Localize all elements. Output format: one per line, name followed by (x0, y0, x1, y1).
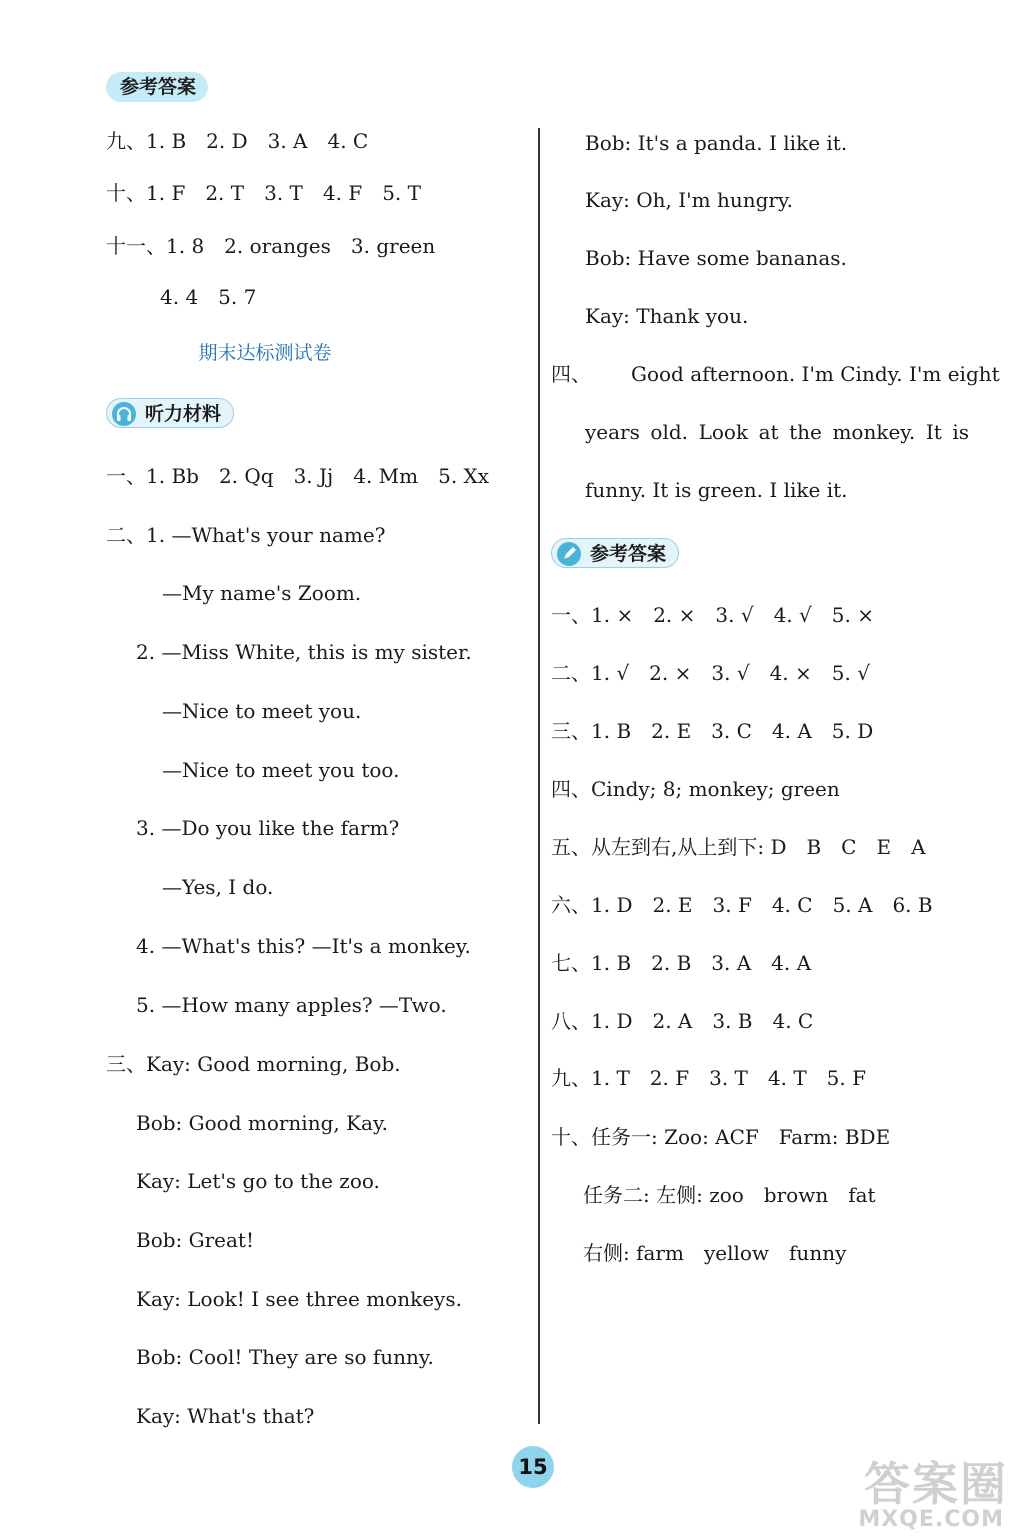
listening-line: Kay: What's that? (136, 1404, 315, 1428)
headphones-icon (112, 402, 136, 426)
dialog-line: Bob: It's a panda. I like it. (585, 131, 848, 155)
answer-line: 四、Cindy; 8; monkey; green (551, 777, 840, 801)
listening-line: 一、1. Bb 2. Qq 3. Jj 4. Mm 5. Xx (106, 464, 490, 488)
listening-line: —Nice to meet you. (162, 699, 362, 723)
listening-line: 5. —How many apples? —Two. (136, 993, 447, 1017)
answer-line: 4. 4 5. 7 (160, 285, 257, 309)
watermark-url: MXQE.COM (858, 1507, 1004, 1532)
watermark (828, 1448, 1008, 1532)
listening-line: 3. —Do you like the farm? (136, 816, 400, 840)
listening-badge: 听力材料 (106, 398, 234, 428)
answer-line: 三、1. B 2. E 3. C 4. A 5. D (551, 719, 874, 743)
answer-line: 右侧: farm yellow funny (583, 1241, 847, 1265)
listening-line: —My name's Zoom. (162, 581, 362, 605)
dialog-line: Kay: Oh, I'm hungry. (585, 188, 793, 212)
listening-line: Kay: Let's go to the zoo. (136, 1169, 380, 1193)
answers-badge: 参考答案 (551, 538, 679, 568)
answer-line: 六、1. D 2. E 3. F 4. C 5. A 6. B (551, 893, 933, 917)
answer-line: 十、1. F 2. T 3. T 4. F 5. T (106, 181, 421, 205)
listening-line: —Yes, I do. (162, 875, 274, 899)
answer-line: 任务二: 左侧: zoo brown fat (583, 1183, 876, 1207)
listening-line: Bob: Good morning, Kay. (136, 1111, 388, 1135)
listening-line: 2. —Miss White, this is my sister. (136, 640, 472, 664)
watermark-logo: 答案圈 (864, 1457, 1008, 1511)
pencil-icon (557, 542, 581, 566)
answer-line: 八、1. D 2. A 3. B 4. C (551, 1009, 814, 1033)
listening-line: —Nice to meet you too. (162, 758, 400, 782)
listening-line: 二、1. —What's your name? (106, 523, 386, 547)
answer-line: 二、1. √ 2. × 3. √ 4. × 5. √ (551, 661, 870, 685)
listening-line: 三、Kay: Good morning, Bob. (106, 1052, 401, 1076)
listening-line: Kay: Look! I see three monkeys. (136, 1287, 462, 1311)
answer-line: 十一、1. 8 2. oranges 3. green (106, 234, 436, 258)
answer-line: 十、任务一: Zoo: ACF Farm: BDE (551, 1125, 891, 1149)
passage-line: funny. It is green. I like it. (585, 478, 848, 502)
answer-line: 七、1. B 2. B 3. A 4. A (551, 951, 812, 975)
passage-line: years old. Look at the monkey. It is (585, 420, 969, 444)
section-title: 期末达标测试卷 (198, 342, 332, 364)
answer-line: 五、从左到右,从上到下: D B C E A (551, 835, 926, 859)
answer-line: 一、1. × 2. × 3. √ 4. √ 5. × (551, 603, 874, 627)
listening-line: Bob: Great! (136, 1228, 255, 1252)
passage-label: 四、 (551, 362, 591, 386)
dialog-line: Bob: Have some bananas. (585, 246, 847, 270)
answer-line: 九、1. B 2. D 3. A 4. C (106, 129, 369, 153)
answer-line: 九、1. T 2. F 3. T 4. T 5. F (551, 1066, 866, 1090)
listening-line: 4. —What's this? —It's a monkey. (136, 934, 471, 958)
listening-line: Bob: Cool! They are so funny. (136, 1345, 434, 1369)
answers-badge: 参考答案 (106, 72, 208, 102)
dialog-line: Kay: Thank you. (585, 304, 749, 328)
page-number: 15 (512, 1446, 554, 1488)
column-divider (538, 128, 540, 1424)
passage-line: Good afternoon. I'm Cindy. I'm eight (631, 362, 1000, 386)
